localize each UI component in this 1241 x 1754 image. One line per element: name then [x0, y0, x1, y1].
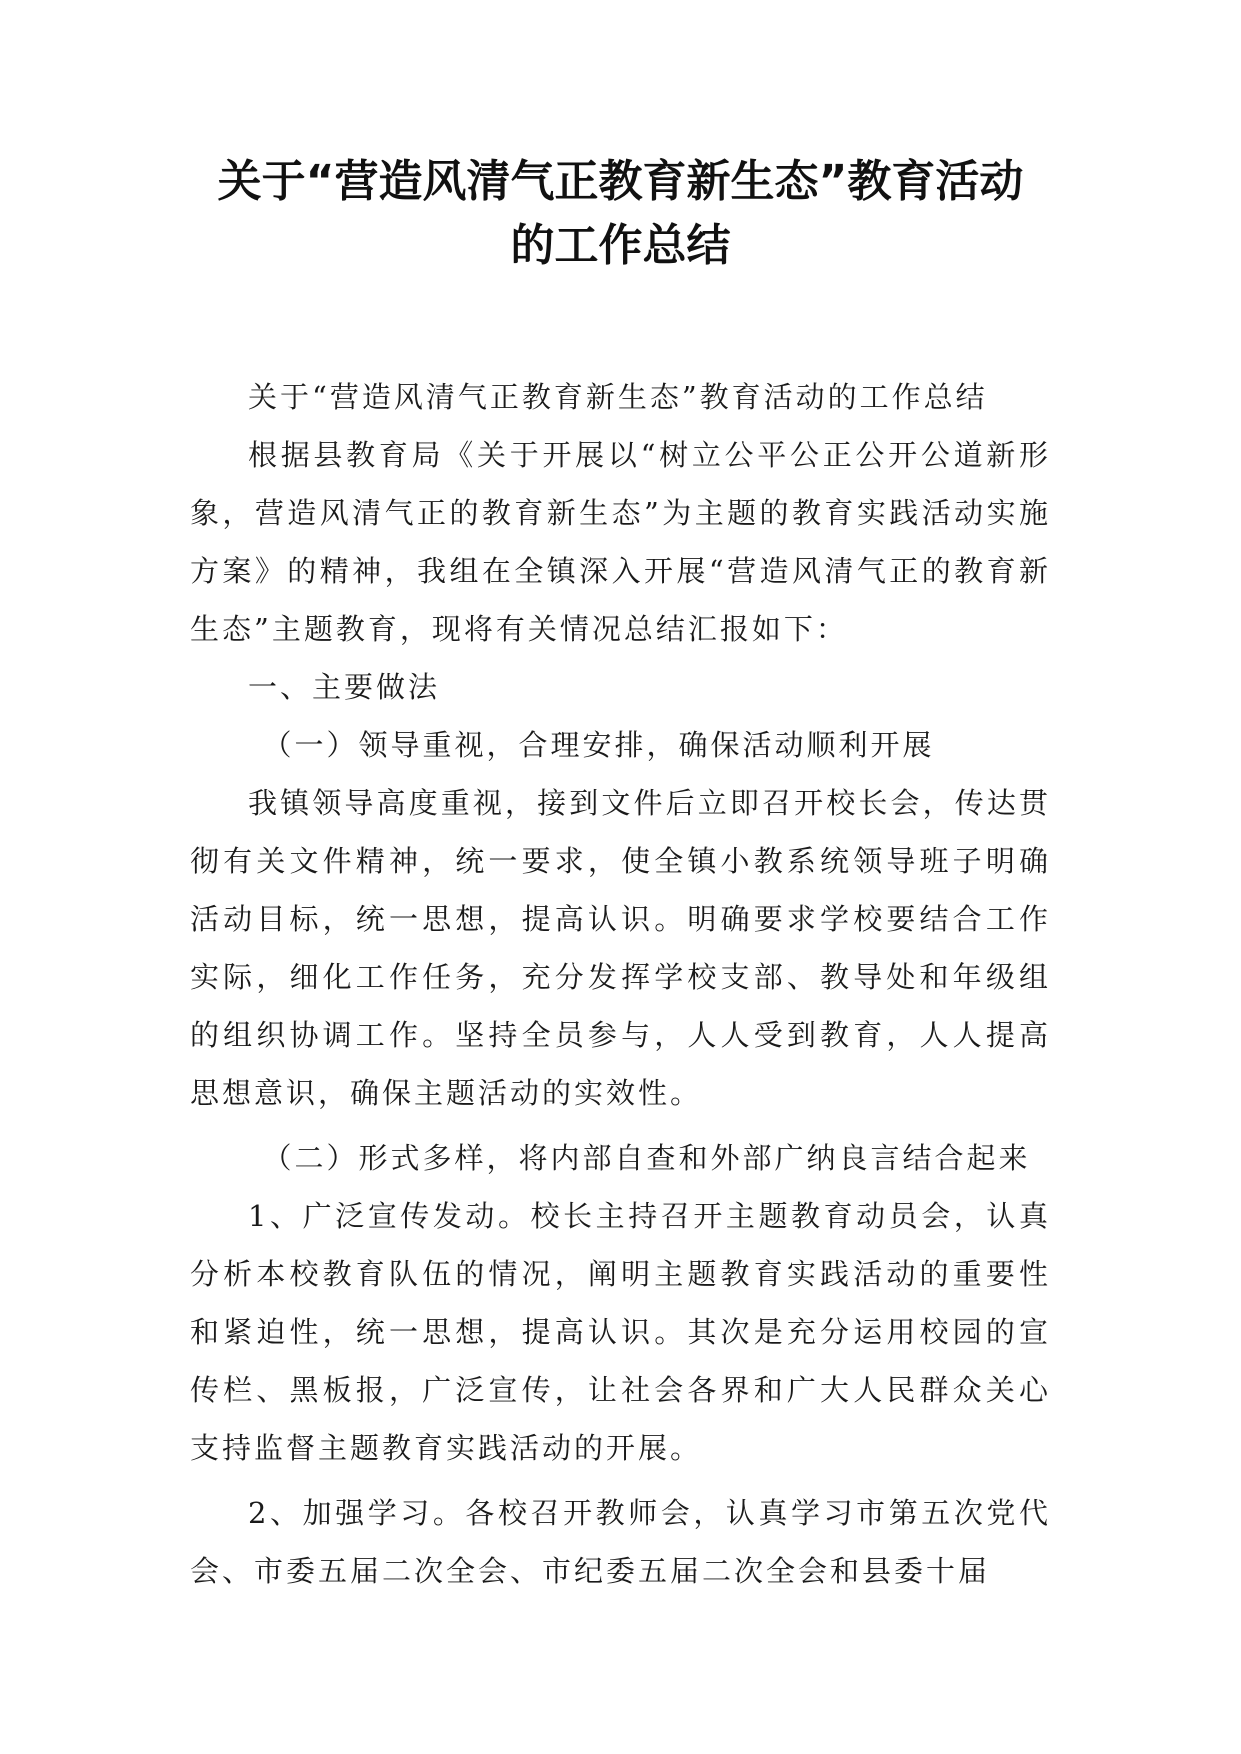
paragraph-leadership: 我镇领导高度重视，接到文件后立即召开校长会，传达贯彻有关文件精神，统一要求，使全镇小教系统领导班子明确活动目标，统一思想，提高认识。明确要求学校要结合工作实际，细化工作任务，充分发挥学校支部、教导处和年级组的组织协调工作。坚持全员参与，人人受到教育，人人提高思想意识，确保主题活动的实效性。	[190, 786, 1051, 1110]
document-page	[190, 150, 1051, 1600]
title-line-1: 关于“营造风清气正教育新生态”教育活动	[217, 156, 1024, 207]
paragraph-heading-repeat: 关于“营造风清气正教育新生态”教育活动的工作总结	[248, 380, 988, 414]
subsection-heading-1: （一）领导重视，合理安排，确保活动顺利开展	[262, 728, 935, 762]
document-title	[190, 150, 1051, 278]
paragraph-publicity: 1、广泛宣传发动。校长主持召开主题教育动员会，认真分析本校教育队伍的情况，阐明主题教育实践活动的重要性和紧迫性，统一思想，提高认识。其次是充分运用校园的宣传栏、黑板报，广泛宣传，让社会各界和广大人民群众关心支持监督主题教育实践活动的开展。	[190, 1199, 1051, 1465]
document-body	[190, 368, 1051, 1600]
paragraph-intro: 根据县教育局《关于开展以“树立公平公正公开公道新形象，营造风清气正的教育新生态”为主题的教育实践活动实施方案》的精神，我组在全镇深入开展“营造风清气正的教育新生态”主题教育，现将有关情况总结汇报如下：	[190, 438, 1051, 646]
title-line-2: 的工作总结	[510, 220, 731, 271]
subsection-heading-2: （二）形式多样，将内部自查和外部广纳良言结合起来	[262, 1141, 1031, 1175]
section-heading-main-practices: 一、主要做法	[248, 670, 441, 704]
paragraph-study: 2、加强学习。各校召开教师会，认真学习市第五次党代会、市委五届二次全会、市纪委五届二次全会和县委十届	[190, 1496, 1051, 1588]
